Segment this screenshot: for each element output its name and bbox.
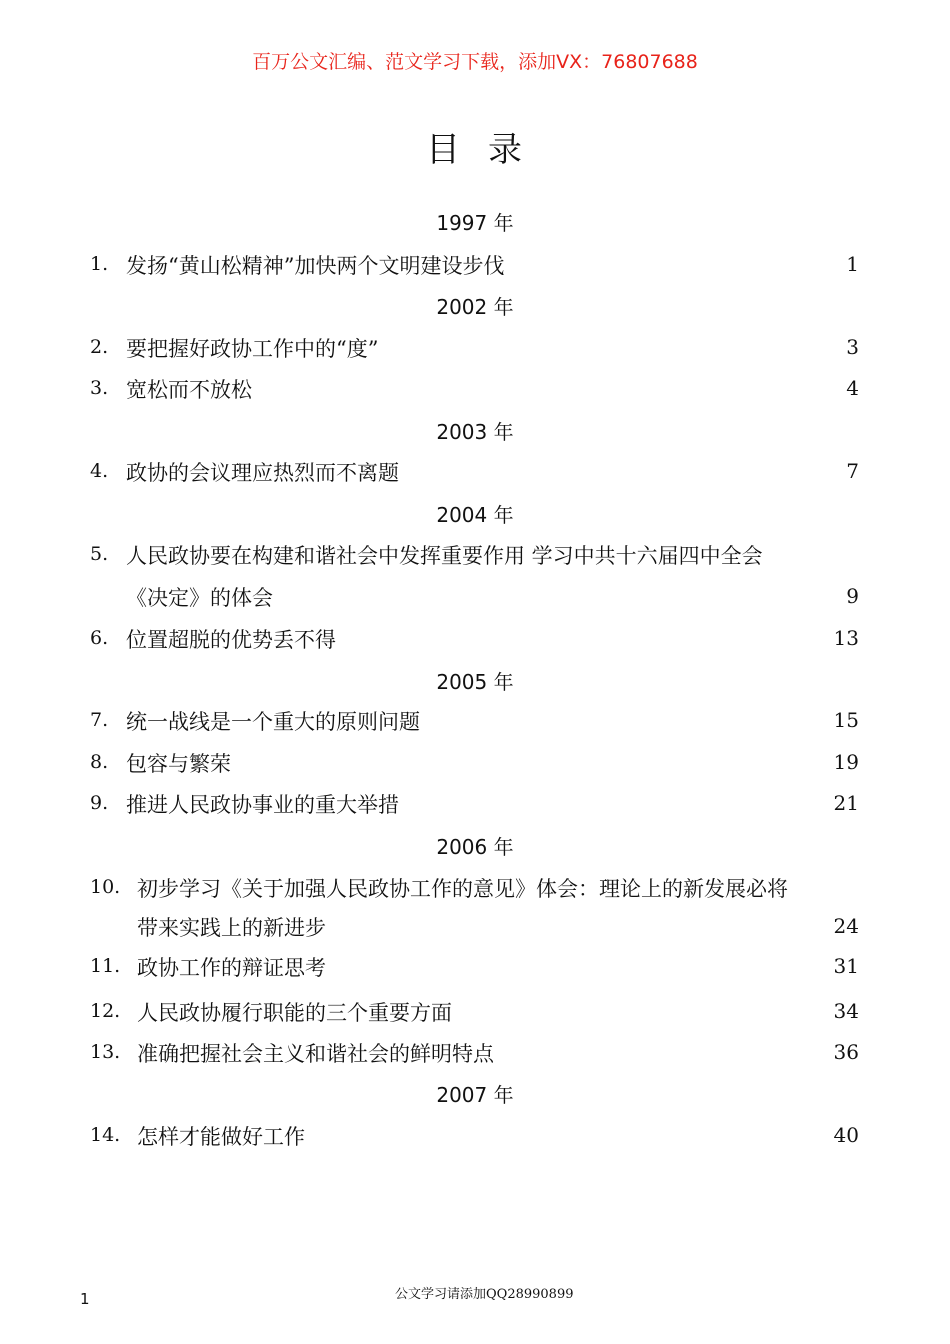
toc-entry-number: 14. (90, 1124, 121, 1146)
toc-entry-number: 1. (90, 253, 109, 275)
toc-entry-number: 11. (90, 955, 121, 977)
header-notice: 百万公文汇编、范文学习下载，添加VX：76807688 (252, 51, 698, 73)
year-heading-2006: 2006 年 (436, 835, 514, 859)
toc-entry-page: 40 (833, 1123, 859, 1147)
toc-entry-title[interactable]: 宽松而不放松 (126, 378, 252, 402)
toc-entry-title[interactable]: 准确把握社会主义和谐社会的鲜明特点 (137, 1042, 494, 1066)
toc-entry-number: 5. (90, 543, 109, 565)
toc-entry-page: 19 (833, 750, 859, 774)
toc-entry-title[interactable]: 政协工作的辩证思考 (137, 956, 326, 980)
toc-entry-page: 13 (833, 626, 859, 650)
toc-entry-title[interactable]: 政协的会议理应热烈而不离题 (126, 461, 399, 485)
toc-entry-page: 7 (846, 459, 859, 483)
toc-entry-page: 9 (846, 584, 859, 608)
toc-entry-number: 4. (90, 460, 109, 482)
toc-entry-title[interactable]: 位置超脱的优势丢不得 (126, 628, 336, 652)
toc-entry-page: 36 (833, 1040, 859, 1064)
toc-entry-title[interactable]: 初步学习《关于加强人民政协工作的意见》体会：理论上的新发展必将 (137, 877, 788, 901)
toc-entry-number: 12. (90, 1000, 121, 1022)
title-char-1: 目 (426, 130, 462, 170)
toc-entry-title[interactable]: 要把握好政协工作中的“度” (126, 337, 379, 361)
toc-entry-number: 8. (90, 751, 109, 773)
toc-entry-title-continued[interactable]: 《决定》的体会 (126, 586, 273, 610)
page-number: 1 (80, 1290, 90, 1308)
toc-entry-number: 6. (90, 627, 109, 649)
year-heading-2003: 2003 年 (436, 420, 514, 444)
year-heading-2007: 2007 年 (436, 1083, 514, 1107)
toc-entry-page: 4 (846, 376, 859, 400)
toc-entry-title-continued[interactable]: 带来实践上的新进步 (137, 916, 326, 940)
footer-notice: 公文学习请添加QQ28990899 (395, 1287, 574, 1302)
toc-entry-title[interactable]: 人民政协要在构建和谐社会中发挥重要作用 学习中共十六届四中全会 (126, 544, 763, 568)
title-char-2: 录 (488, 130, 524, 170)
toc-entry-number: 3. (90, 377, 109, 399)
toc-entry-page: 15 (833, 708, 859, 732)
year-heading-2004: 2004 年 (436, 503, 514, 527)
toc-entry-page: 24 (833, 914, 859, 938)
toc-entry-title[interactable]: 怎样才能做好工作 (137, 1125, 305, 1149)
toc-entry-page: 21 (833, 791, 859, 815)
page-title (0, 122, 950, 171)
toc-entry-page: 34 (833, 999, 859, 1023)
toc-entry-title[interactable]: 人民政协履行职能的三个重要方面 (137, 1001, 452, 1025)
toc-entry-title[interactable]: 统一战线是一个重大的原则问题 (126, 710, 420, 734)
toc-entry-page: 31 (833, 954, 859, 978)
year-heading-2005: 2005 年 (436, 670, 514, 694)
toc-entry-number: 10. (90, 876, 121, 898)
toc-entry-number: 13. (90, 1041, 121, 1063)
toc-entry-number: 7. (90, 709, 109, 731)
toc-entry-title[interactable]: 推进人民政协事业的重大举措 (126, 793, 399, 817)
year-heading-2002: 2002 年 (436, 295, 514, 319)
toc-entry-page: 3 (846, 335, 859, 359)
toc-entry-title[interactable]: 包容与繁荣 (126, 752, 231, 776)
toc-entry-page: 1 (846, 252, 859, 276)
toc-entry-number: 2. (90, 336, 109, 358)
toc-entry-number: 9. (90, 792, 109, 814)
year-heading-1997: 1997 年 (436, 211, 514, 235)
toc-entry-title[interactable]: 发扬“黄山松精神”加快两个文明建设步伐 (126, 254, 505, 278)
